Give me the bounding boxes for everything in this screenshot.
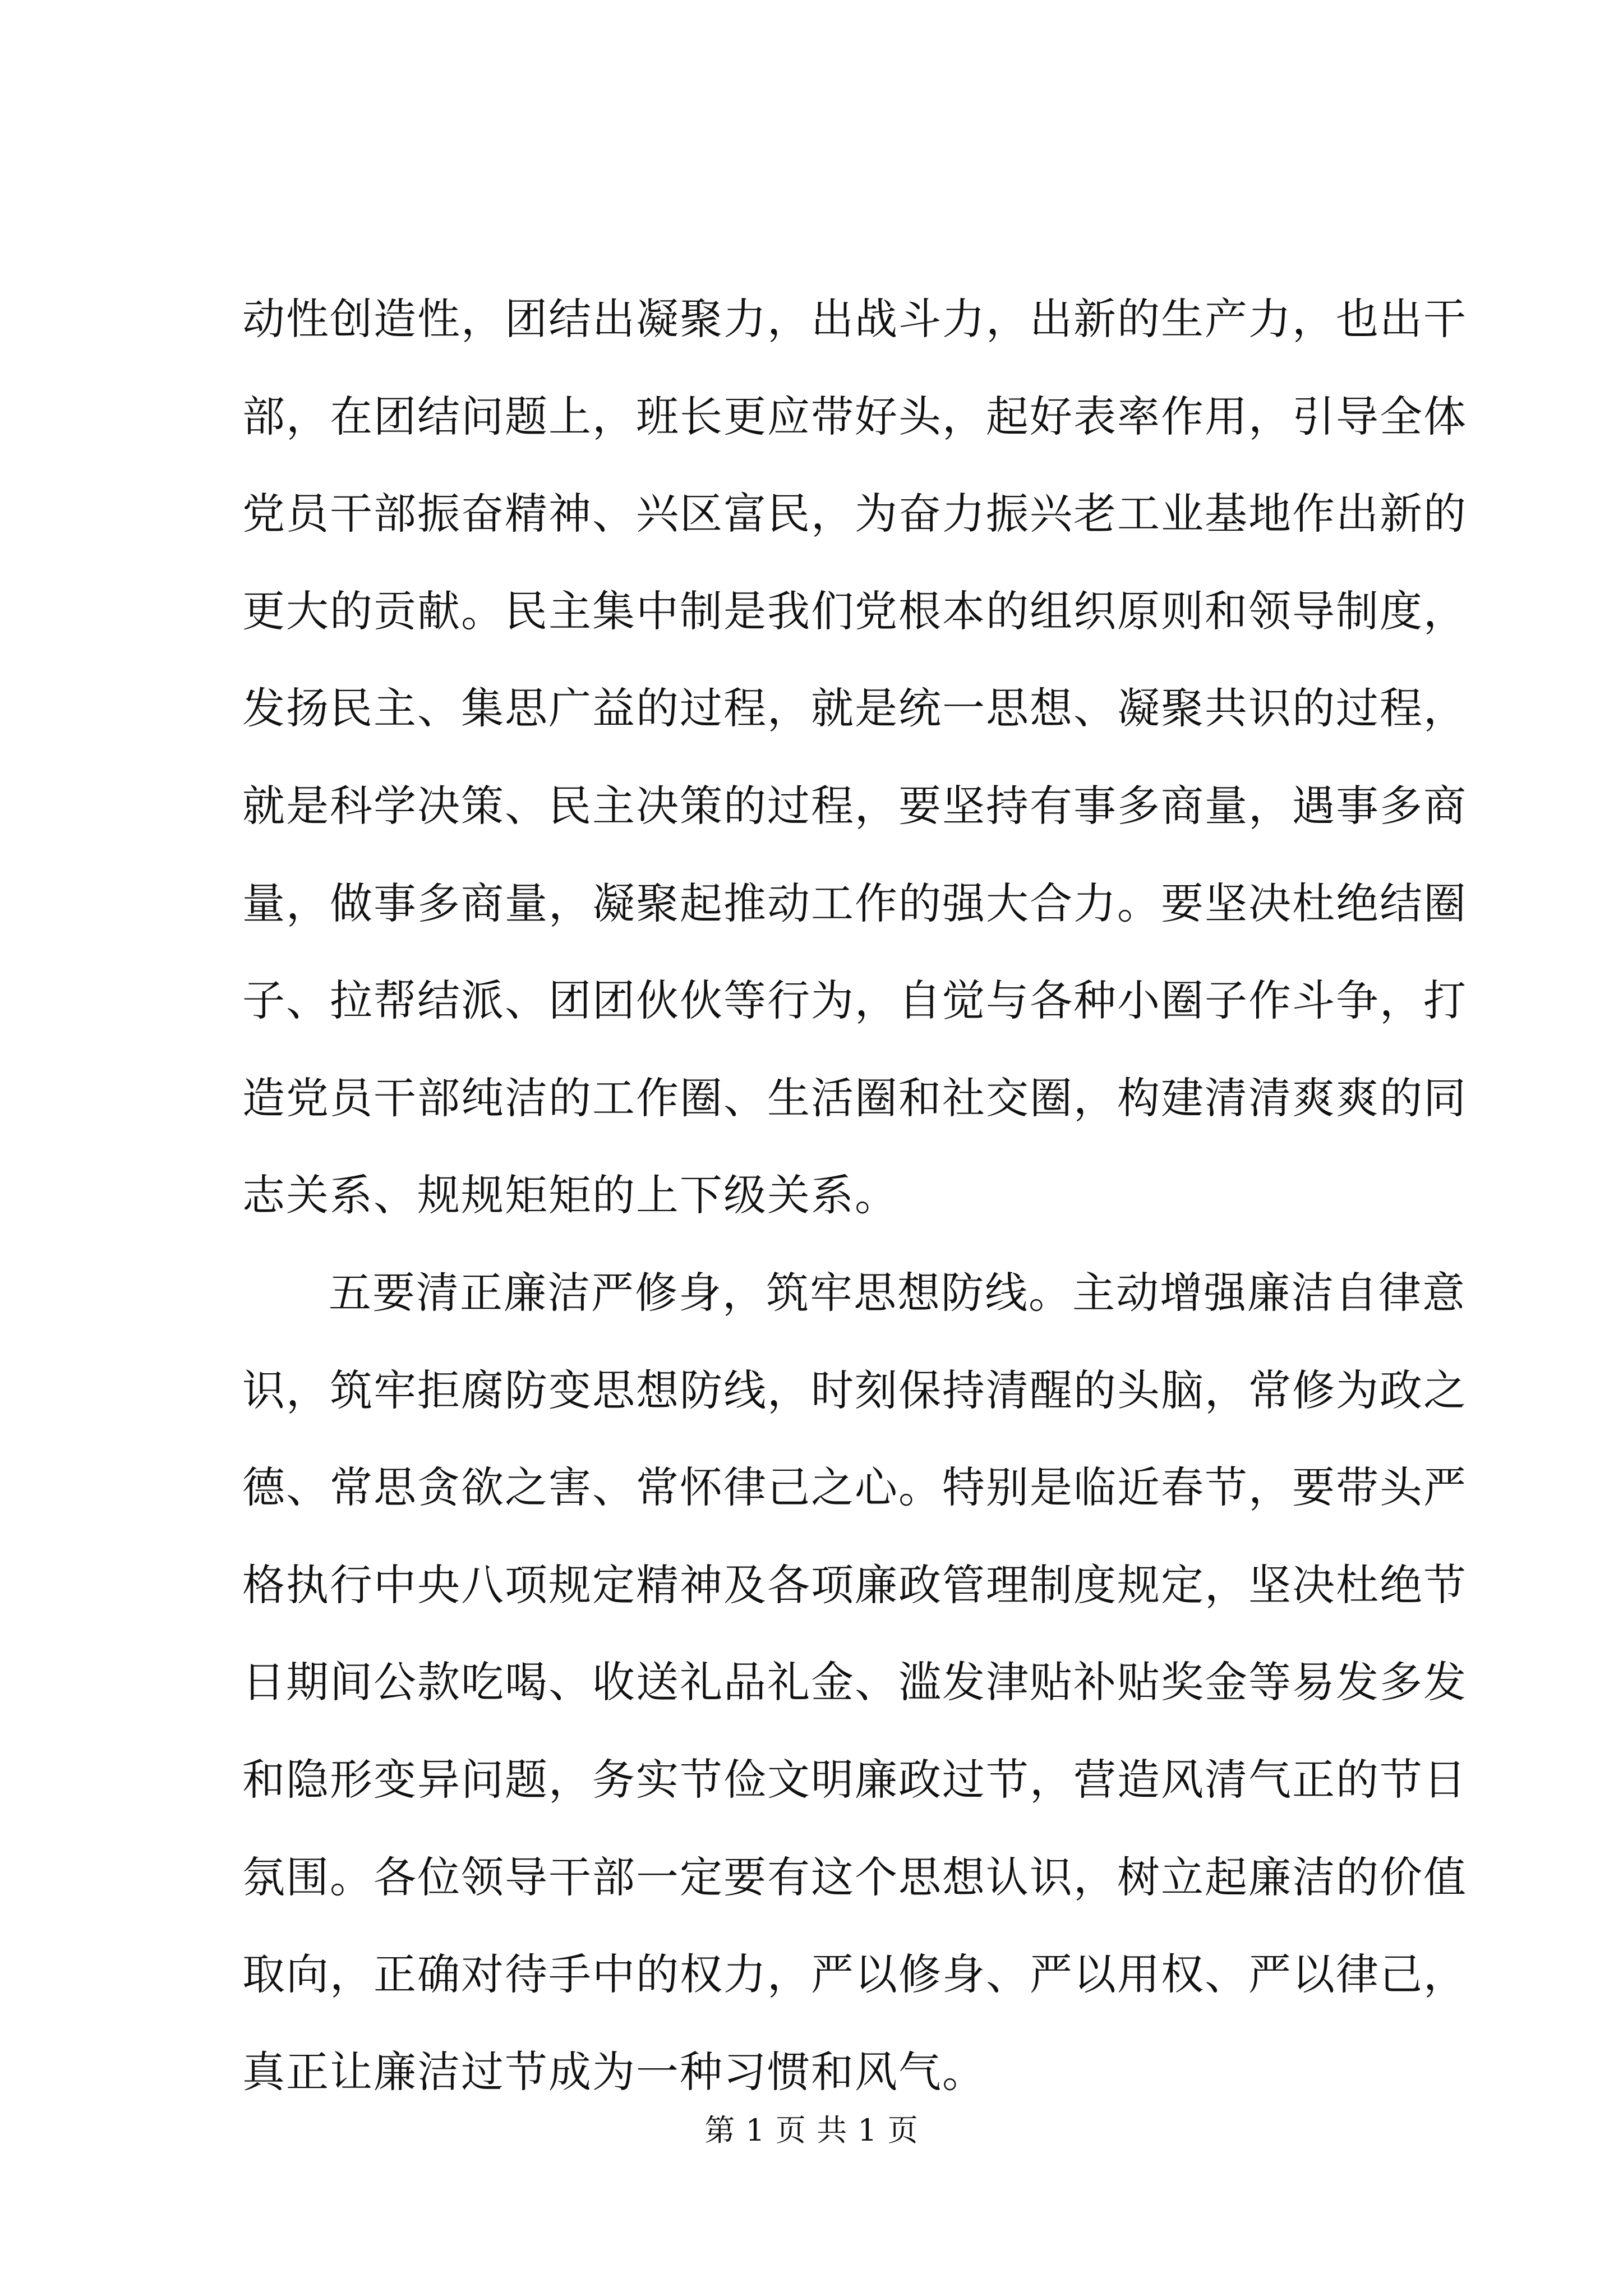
paragraph-first-line: 五要清正廉洁严修身，筑牢思想防线。主动增强廉洁自律意 bbox=[329, 1267, 1466, 1318]
text-line: 和隐形变异问题，务实节俭文明廉政过节，营造风清气正的节日 bbox=[242, 1754, 1467, 1805]
text-line: 识，筑牢拒腐防变思想防线，时刻保持清醒的头脑，常修为政之 bbox=[242, 1365, 1467, 1415]
paragraph-last-line: 志关系、规规矩矩的上下级关系。 bbox=[242, 1170, 898, 1221]
text-line: 发扬民主、集思广益的过程，就是统一思想、凝聚共识的过程， bbox=[242, 683, 1467, 734]
text-line: 氛围。各位领导干部一定要有这个思想认识，树立起廉洁的价值 bbox=[242, 1852, 1467, 1902]
text-line: 更大的贡献。民主集中制是我们党根本的组织原则和领导制度， bbox=[242, 586, 1467, 636]
text-line: 造党员干部纯洁的工作圈、生活圈和社交圈，构建清清爽爽的同 bbox=[242, 1073, 1467, 1123]
paragraph-last-line: 真正让廉洁过节成为一种习惯和风气。 bbox=[242, 2046, 986, 2097]
text-line: 党员干部振奋精神、兴区富民，为奋力振兴老工业基地作出新的 bbox=[242, 489, 1467, 539]
text-line: 德、常思贪欲之害、常怀律己之心。特别是临近春节，要带头严 bbox=[242, 1462, 1467, 1513]
text-line: 日期间公款吃喝、收送礼品礼金、滥发津贴补贴奖金等易发多发 bbox=[242, 1657, 1467, 1708]
text-line: 部，在团结问题上，班长更应带好头，起好表率作用，引导全体 bbox=[242, 391, 1467, 441]
text-line: 子、拉帮结派、团团伙伙等行为，自觉与各种小圈子作斗争，打 bbox=[242, 976, 1467, 1026]
text-line: 就是科学决策、民主决策的过程，要坚持有事多商量，遇事多商 bbox=[242, 780, 1467, 831]
text-line: 动性创造性，团结出凝聚力，出战斗力，出新的生产力，也出干 bbox=[242, 294, 1467, 344]
text-line: 量，做事多商量，凝聚起推动工作的强大合力。要坚决杜绝结圈 bbox=[242, 878, 1467, 928]
page-number-footer: 第 1 页 共 1 页 bbox=[704, 2113, 919, 2148]
document-body bbox=[242, 270, 1467, 2120]
text-line: 格执行中央八项规定精神及各项廉政管理制度规定，坚决杜绝节 bbox=[242, 1559, 1467, 1610]
text-line: 取向，正确对待手中的权力，严以修身、严以用权、严以律己， bbox=[242, 1949, 1467, 2000]
